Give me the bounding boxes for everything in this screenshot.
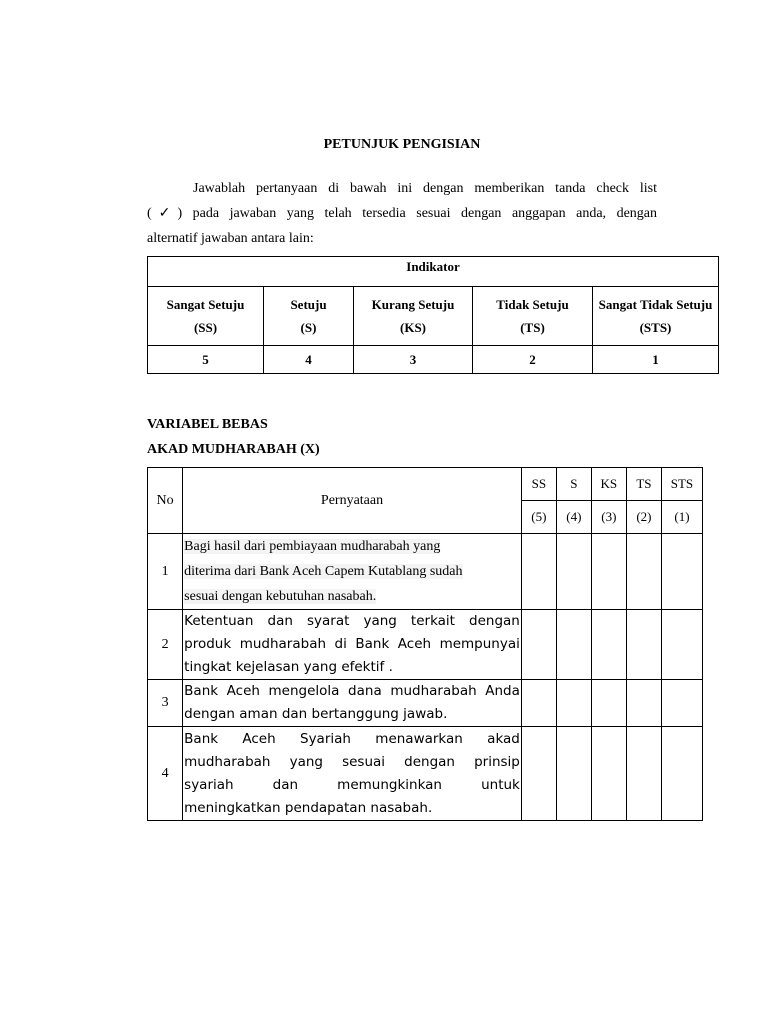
answer-cell-ks[interactable]	[591, 610, 626, 680]
answer-cell-ks[interactable]	[591, 680, 626, 727]
statement-line: produk mudharabah di Bank Aceh mempunyai	[184, 636, 520, 652]
answer-cell-sts[interactable]	[661, 727, 702, 821]
indicator-score: 5	[148, 346, 264, 374]
indicator-category: Tidak Setuju (TS)	[473, 287, 593, 346]
statement-line: Bank Aceh Syariah menawarkan akad	[184, 730, 520, 747]
scale-value: (3)	[591, 501, 626, 534]
scale-value: (5)	[521, 501, 556, 534]
questionnaire-table	[147, 467, 703, 821]
indicator-category: Setuju (S)	[264, 287, 354, 346]
instructions-line: alternatif jawaban antara lain:	[147, 231, 314, 246]
table-row	[148, 534, 703, 610]
indicator-header: Indikator	[148, 257, 719, 287]
statement-line: dengan aman dan bertanggung jawab.	[184, 706, 448, 722]
instructions-paragraph	[147, 176, 657, 251]
scale-header: SS	[521, 468, 556, 501]
scale-value: (4)	[556, 501, 591, 534]
row-number: 1	[148, 534, 183, 610]
answer-cell-ks[interactable]	[591, 727, 626, 821]
answer-cell-s[interactable]	[556, 610, 591, 680]
row-number: 3	[148, 680, 183, 727]
instructions-line: (✓) pada jawaban yang telah tersedia sesuai dengan anggapan anda, dengan	[147, 206, 657, 221]
answer-cell-s[interactable]	[556, 534, 591, 610]
answer-cell-sts[interactable]	[661, 534, 702, 610]
scale-value: (2)	[626, 501, 661, 534]
column-header-no: No	[148, 468, 183, 534]
statement-line: Bagi hasil dari pembiayaan mudharabah yang	[184, 539, 441, 554]
column-header-statement: Pernyataan	[183, 468, 522, 534]
statement-line: mudharabah yang sesuai dengan prinsip	[184, 753, 520, 770]
indicator-category: Kurang Setuju (KS)	[354, 287, 473, 346]
table-row	[148, 680, 703, 727]
table-row	[148, 727, 703, 821]
row-number: 4	[148, 727, 183, 821]
instructions-line: Jawablah pertanyaan di bawah ini dengan memberikan tanda check list	[193, 181, 657, 196]
answer-cell-ts[interactable]	[626, 680, 661, 727]
section-heading: VARIABEL BEBAS	[147, 417, 268, 432]
statement-cell	[183, 610, 522, 680]
statement-cell	[183, 534, 522, 610]
indicator-category: Sangat Setuju (SS)	[148, 287, 264, 346]
statement-line: Bank Aceh mengelola dana mudharabah Anda	[184, 683, 520, 699]
scale-header: STS	[661, 468, 702, 501]
indicator-score: 4	[264, 346, 354, 374]
answer-cell-ts[interactable]	[626, 610, 661, 680]
table-row	[148, 610, 703, 680]
answer-cell-ss[interactable]	[521, 727, 556, 821]
answer-cell-s[interactable]	[556, 680, 591, 727]
statement-line: meningkatkan pendapatan nasabah.	[184, 799, 433, 816]
indicator-score: 2	[473, 346, 593, 374]
answer-cell-s[interactable]	[556, 727, 591, 821]
scale-header: S	[556, 468, 591, 501]
scale-value: (1)	[661, 501, 702, 534]
statement-cell	[183, 680, 522, 727]
row-number: 2	[148, 610, 183, 680]
statement-line: Ketentuan dan syarat yang terkait dengan	[184, 613, 520, 629]
indicator-table	[147, 256, 719, 374]
answer-cell-sts[interactable]	[661, 610, 702, 680]
answer-cell-ss[interactable]	[521, 534, 556, 610]
statement-line: tingkat kejelasan yang efektif .	[184, 659, 393, 675]
page-title: PETUNJUK PENGISIAN	[323, 137, 481, 152]
answer-cell-ks[interactable]	[591, 534, 626, 610]
indicator-score: 1	[593, 346, 719, 374]
indicator-category: Sangat Tidak Setuju (STS)	[593, 287, 719, 346]
answer-cell-ss[interactable]	[521, 680, 556, 727]
answer-cell-ts[interactable]	[626, 727, 661, 821]
indicator-score: 3	[354, 346, 473, 374]
statement-line: sesuai dengan kebutuhan nasabah.	[184, 589, 377, 604]
scale-header: KS	[591, 468, 626, 501]
answer-cell-ts[interactable]	[626, 534, 661, 610]
statement-line: diterima dari Bank Aceh Capem Kutablang sudah	[184, 564, 463, 579]
scale-header: TS	[626, 468, 661, 501]
statement-cell	[183, 727, 522, 821]
statement-line: syariah dan memungkinkan untuk	[184, 776, 520, 793]
answer-cell-sts[interactable]	[661, 680, 702, 727]
section-subheading: AKAD MUDHARABAH (X)	[147, 442, 320, 457]
answer-cell-ss[interactable]	[521, 610, 556, 680]
